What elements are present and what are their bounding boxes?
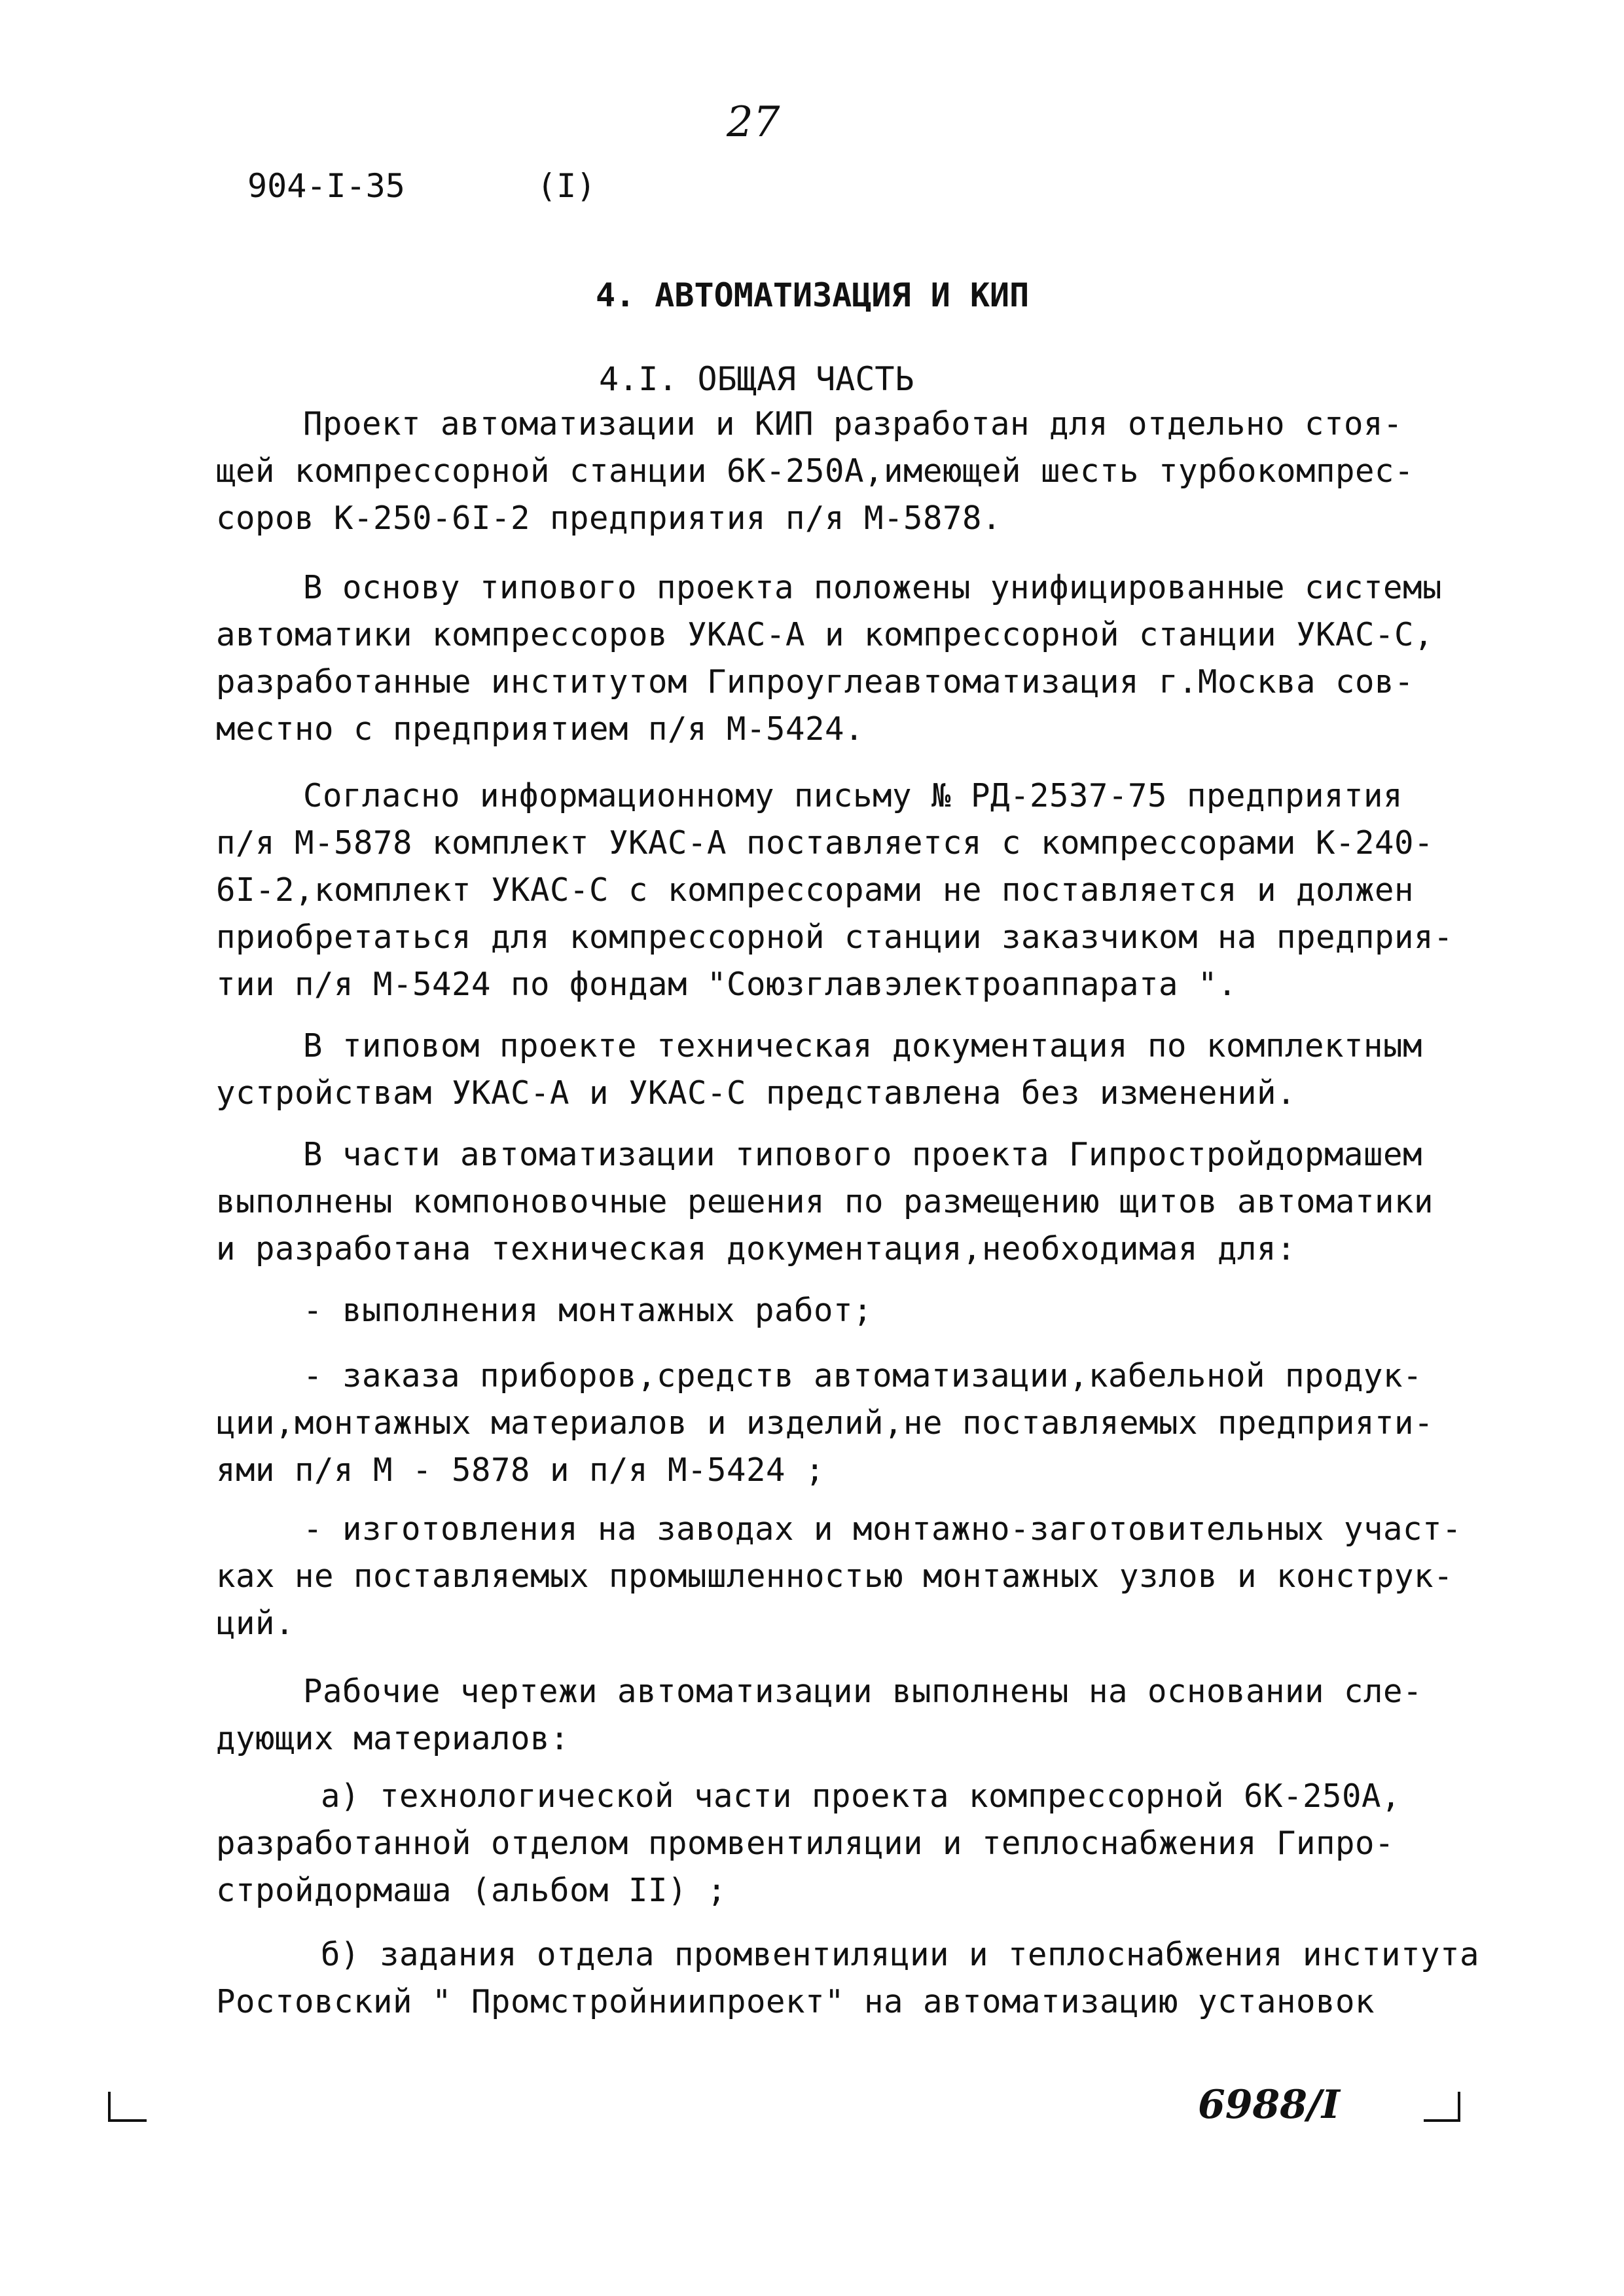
list-item-a bbox=[216, 1773, 1460, 1914]
list-item bbox=[216, 1353, 1460, 1494]
corner-mark-left bbox=[108, 2092, 147, 2122]
text-line: Ростовский " Промстройниипроект" на автоматизацию установок bbox=[216, 1983, 1375, 2020]
text-line: ций. bbox=[216, 1605, 295, 1642]
list-item bbox=[216, 1287, 1460, 1334]
text-line: Согласно информационному письму № РД-2537-75 предприятия bbox=[303, 777, 1403, 814]
text-line: - заказа приборов,средств автоматизации,кабельной продук- bbox=[303, 1357, 1423, 1394]
text-line: приобретаться для компрессорной станции заказчиком на предприя- bbox=[216, 919, 1454, 956]
sheet-mark: 6988/I bbox=[1198, 2082, 1340, 2128]
subsection-title: 4.I. ОБЩАЯ ЧАСТЬ bbox=[599, 360, 914, 398]
text-line: Рабочие чертежи автоматизации выполнены на основании сле- bbox=[303, 1673, 1423, 1710]
list-item-b bbox=[216, 1931, 1480, 2026]
document-part: (I) bbox=[537, 167, 596, 205]
paragraph-documentation bbox=[216, 1023, 1460, 1117]
text-line: выполнены компоновочные решения по размещению щитов автоматики bbox=[216, 1183, 1434, 1220]
text-line: стройдормаша (альбом II) ; bbox=[216, 1872, 727, 1909]
text-line: разработанные институтом Гипроуглеавтоматизация г.Москва сов- bbox=[216, 663, 1415, 701]
section-title: 4. АВТОМАТИЗАЦИЯ И КИП bbox=[596, 276, 1030, 314]
text-line: В типовом проекте техническая документация по комплектным bbox=[303, 1027, 1423, 1065]
text-line: устройствам УКАС-А и УКАС-С представлена без изменений. bbox=[216, 1074, 1297, 1112]
text-line: В части автоматизации типового проекта Гипростройдормашем bbox=[303, 1136, 1423, 1173]
text-line: - выполнения монтажных работ; bbox=[303, 1292, 873, 1329]
paragraph-automation-part bbox=[216, 1131, 1460, 1273]
corner-mark-right bbox=[1424, 2092, 1460, 2122]
text-line: - изготовления на заводах и монтажно-заготовительных участ- bbox=[303, 1510, 1462, 1548]
text-line: дующих материалов: bbox=[216, 1720, 570, 1757]
text-line: ями п/я М - 5878 и п/я М-5424 ; bbox=[216, 1451, 825, 1489]
paragraph-delivery bbox=[216, 773, 1460, 1008]
text-line: ции,монтажных материалов и изделий,не поставляемых предприяти- bbox=[216, 1404, 1434, 1442]
paragraph-basis bbox=[216, 564, 1460, 753]
text-line: 6I-2,комплект УКАС-С с компрессорами не поставляется и должен bbox=[216, 871, 1415, 909]
text-line: автоматики компрессоров УКАС-А и компрессорной станции УКАС-С, bbox=[216, 616, 1434, 653]
text-line: а) технологической части проекта компрессорной 6К-250А, bbox=[321, 1777, 1401, 1815]
text-line: В основу типового проекта положены унифицированные системы bbox=[303, 569, 1443, 606]
page-number: 27 bbox=[727, 98, 780, 147]
document-code: 904-I-35 bbox=[247, 167, 405, 205]
paragraph-working-drawings bbox=[216, 1668, 1460, 1762]
text-line: Проект автоматизации и КИП разработан для отдельно стоя- bbox=[303, 405, 1403, 443]
text-line: местно с предприятием п/я М-5424. bbox=[216, 710, 865, 748]
text-line: щей компрессорной станции 6К-250А,имеющей шесть турбокомпрес- bbox=[216, 452, 1415, 490]
text-line: разработанной отделом промвентиляции и теплоснабжения Гипро- bbox=[216, 1825, 1395, 1862]
list-item bbox=[216, 1506, 1460, 1647]
text-line: тии п/я М-5424 по фондам "Союзглавэлектроаппарата ". bbox=[216, 966, 1238, 1003]
text-line: п/я М-5878 комплект УКАС-А поставляется с компрессорами К-240- bbox=[216, 824, 1434, 862]
text-line: ках не поставляемых промышленностью монтажных узлов и конструк- bbox=[216, 1558, 1454, 1595]
text-line: б) задания отдела промвентиляции и теплоснабжения института bbox=[321, 1936, 1480, 1973]
paragraph-project-scope bbox=[216, 401, 1460, 542]
text-line: и разработана техническая документация,необходимая для: bbox=[216, 1230, 1297, 1267]
text-line: соров К-250-6I-2 предприятия п/я М-5878. bbox=[216, 500, 1002, 537]
